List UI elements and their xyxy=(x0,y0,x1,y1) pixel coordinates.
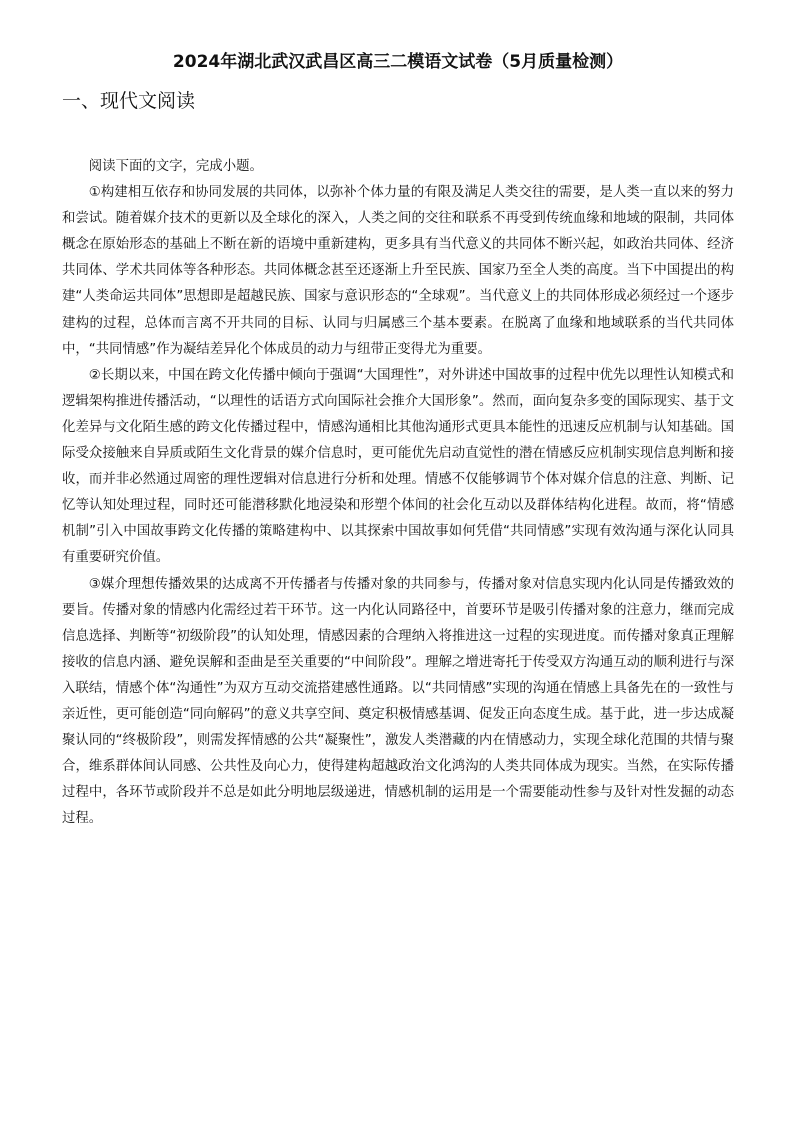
paragraph-2: ②长期以来，中国在跨文化传播中倾向于强调“大国理性”，对外讲述中国故事的过程中优先以理性认知模式和逻辑架构推进传播活动，“以理性的话语方式向国际社会推介大国形象”。然而，面向复杂多变的国际现实、基于文化差异与文化陌生感的跨文化传播过程中，情感沟通相比其他沟通形式更具本能性的迅速反应机制与认知基础。国际受众接触来自异质或陌生文化背景的媒介信息时，更可能优先启动直觉性的潜在情感反应机制实现信息判断和接收，而并非必然通过周密的理性逻辑对信息进行分析和处理。情感不仅能够调节个体对媒介信息的注意、判断、记忆等认知处理过程，同时还可能潜移默化地浸染和形塑个体间的社会化互动以及群体结构化进程。故而，将“情感机制”引入中国故事跨文化传播的策略建构中、以其探索中国故事如何凭借“共同情感”实现有效沟通与深化认同具有重要研究价值。 xyxy=(62,367,734,566)
document-title: 2024年湖北武汉武昌区高三二模语文试卷（5月质量检测） xyxy=(172,52,624,72)
paragraph-1: ①构建相互依存和协同发展的共同体，以弥补个体力量的有限及满足人类交往的需要，是人类一直以来的努力和尝试。随着媒介技术的更新以及全球化的深入，人类之间的交往和联系不再受到传统血缘和地域的限制，共同体概念在原始形态的基础上不断在新的语境中重新建构，更多具有当代意义的共同体不断兴起，如政治共同体、经济共同体、学术共同体等各种形态。共同体概念甚至还逐渐上升至民族、国家乃至全人类的高度。当下中国提出的构建“人类命运共同体”思想即是超越民族、国家与意识形态的“全球观”。当代意义上的共同体形成必须经过一个逐步建构的过程，总体而言离不开共同的目标、认同与归属感三个基本要素。在脱离了血缘和地域联系的当代共同体中，“共同情感”作为凝结差异化个体成员的动力与纽带正变得尤为重要。 xyxy=(62,185,734,357)
reading-passage xyxy=(62,154,734,832)
paragraph-3: ③媒介理想传播效果的达成离不开传播者与传播对象的共同参与，传播对象对信息实现内化认同是传播致效的要旨。传播对象的情感内化需经过若干环节。这一内化认同路径中，首要环节是吸引传播对象的注意力，继而完成信息选择、判断等“初级阶段”的认知处理，情感因素的合理纳入将推进这一过程的实现进度。而传播对象真正理解接收的信息内涵、避免误解和歪曲是至关重要的“中间阶段”。理解之增进寄托于传受双方沟通互动的顺利进行与深入联结，情感个体“沟通性”为双方互动交流搭建感性通路。以“共同情感”实现的沟通在情感上具备先在的一致性与亲近性，更可能创造“同向解码”的意义共享空间、奠定积极情感基调、促发正向态度生成。基于此，进一步达成凝聚认同的“终极阶段”，则需发挥情感的公共“凝聚性”，激发人类潜藏的内在情感动力，实现全球化范围的共情与聚合，维系群体间认同感、公共性及向心力，使得建构超越政治文化鸿沟的人类共同体成为现实。当然，在实际传播过程中，各环节或阶段并不总是如此分明地层级递进，情感机制的运用是一个需要能动性参与及针对性发掘的动态过程。 xyxy=(62,576,734,827)
section-heading: 一、现代文阅读 xyxy=(62,90,196,112)
reading-instruction: 阅读下面的文字，完成小题。 xyxy=(88,159,263,174)
